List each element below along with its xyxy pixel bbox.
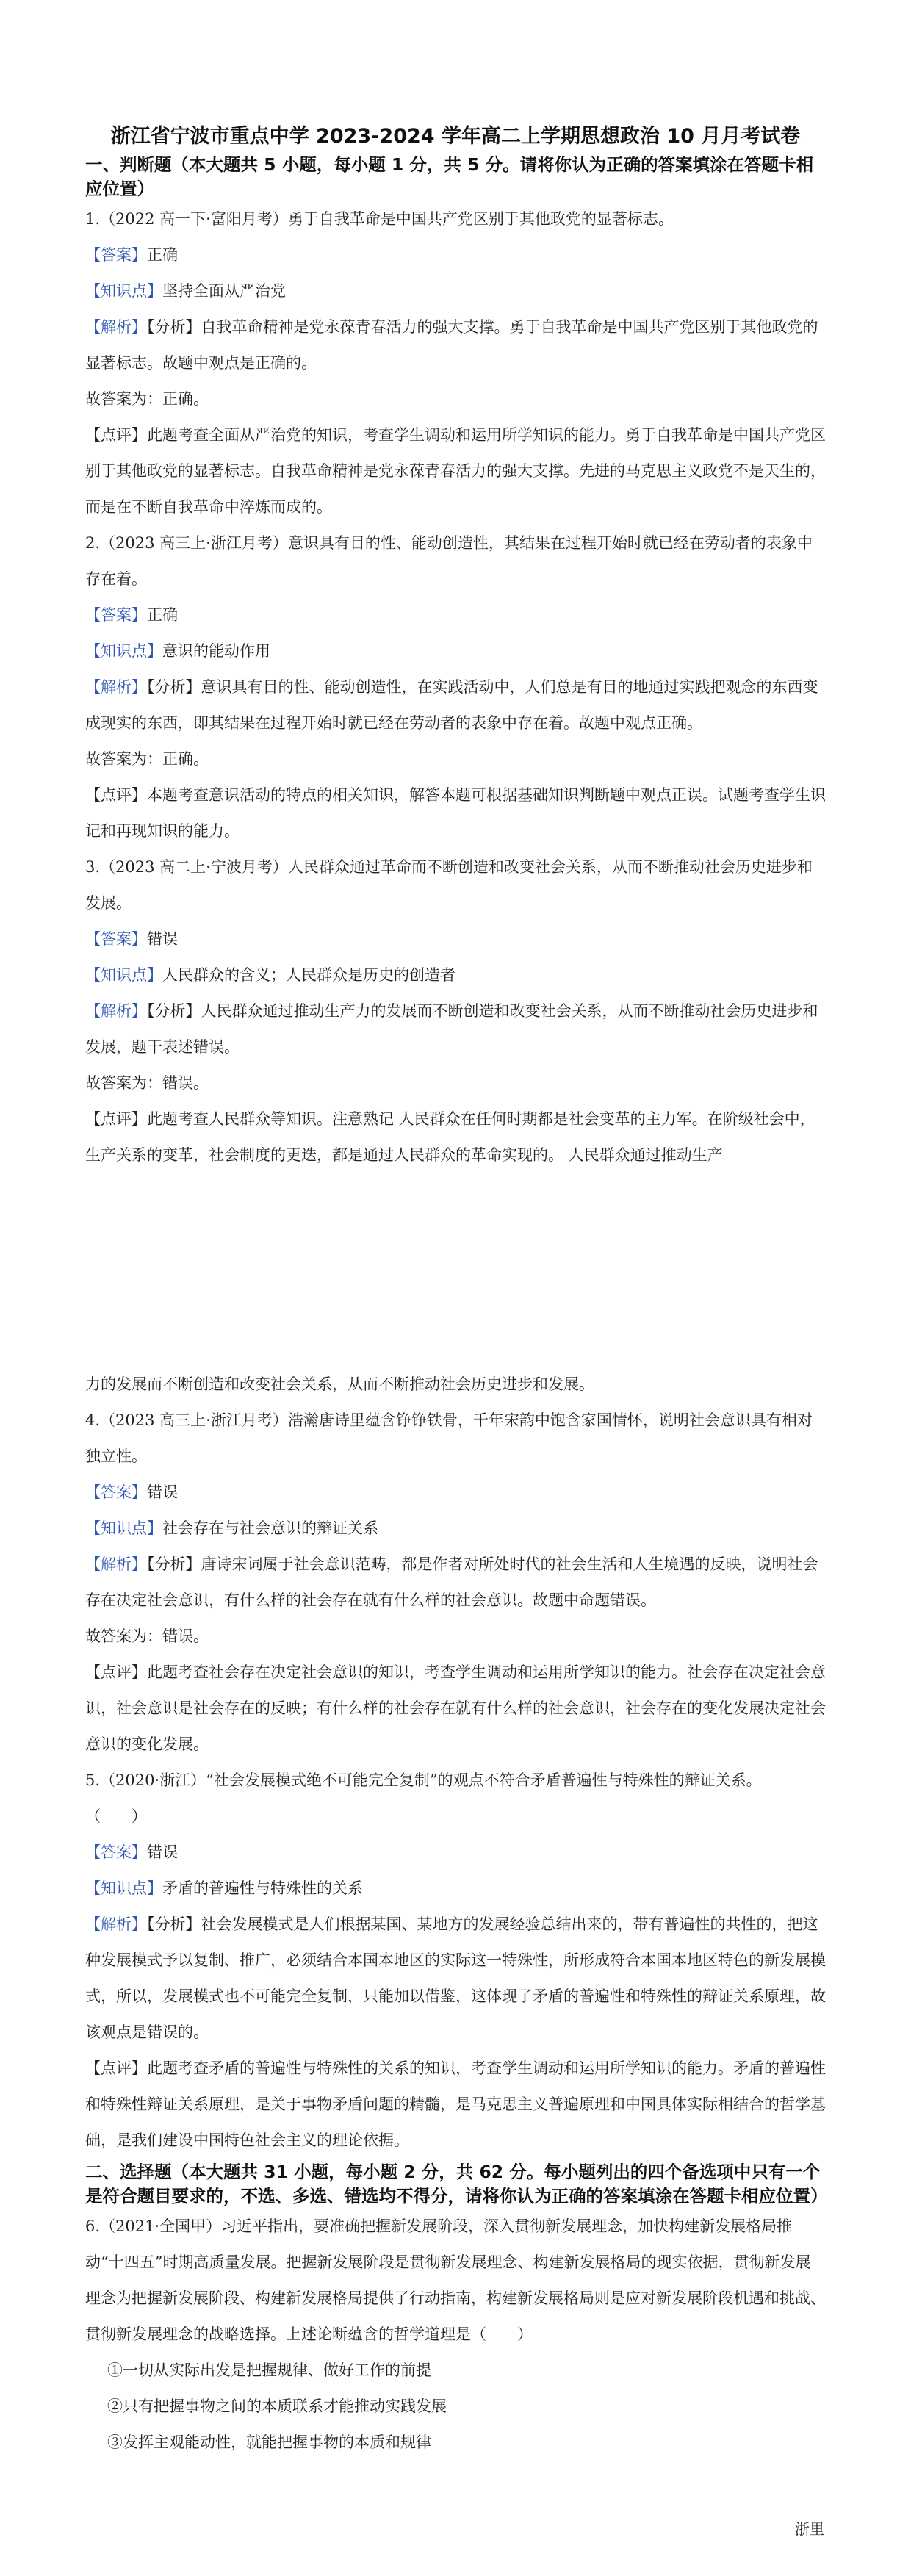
answer-tag: 【答案】 xyxy=(85,246,147,264)
fenxi-tag: 【分析】 xyxy=(147,678,201,696)
q5-blank: （ ） xyxy=(85,1807,147,1825)
page-title: 浙江省宁波市重点中学 2023-2024 学年高二上学期思想政治 10 月月考试卷 xyxy=(110,125,801,148)
fenxi-tag: 【分析】 xyxy=(147,318,201,336)
answer-tag: 【答案】 xyxy=(85,1843,147,1861)
q3-knowledge-value: 人民群众的含义；人民群众是历史的创造者 xyxy=(162,966,455,984)
q1-answer xyxy=(85,237,826,273)
q5-knowledge xyxy=(85,1871,826,1907)
q1-question: 1.（2022 高一下·富阳月考）勇于自我革命是中国共产党区别于其他政党的显著标志。 xyxy=(85,210,674,228)
comment-tag: 【点评】 xyxy=(85,1663,147,1681)
q5-comment-text: 此题考查矛盾的普遍性与特殊性的关系的知识，考查学生调动和运用所学知识的能力。矛盾的普遍性和特殊性辩证关系原理，是关于事物矛盾问题的精髓，是马克思主义普遍原理和中国具体实际相结合的哲学基础，是我们建设中国特色社会主义的理论依据。 xyxy=(85,2059,826,2149)
q4-question: 4.（2023 高三上·浙江月考）浩瀚唐诗里蕴含铮铮铁骨，千年宋韵中饱含家国情怀，说明社会意识具有相对独立性。 xyxy=(85,1411,813,1465)
q1-analysis xyxy=(85,309,826,381)
answer-tag: 【答案】 xyxy=(85,930,147,948)
q1-knowledge-value: 坚持全面从严治党 xyxy=(162,282,286,300)
q3-analysis-text: 人民群众通过推动生产力的发展而不断创造和改变社会关系，从而不断推动社会历史进步和发展，题干表述错误。 xyxy=(85,1002,818,1056)
q5-answer xyxy=(85,1835,826,1871)
q5-question: 5.（2020·浙江）“社会发展模式绝不可能完全复制”的观点不符合矛盾普遍性与特殊性的辩证关系。 xyxy=(85,1771,762,1789)
q4-conclusion: 故答案为：错误。 xyxy=(85,1627,209,1645)
q3-comment-text-a: 此题考查人民群众等知识。注意熟记 人民群众在任何时期都是社会变革的主力军。在阶级社会中，生产关系的变革，社会制度的更迭，都是通过人民群众的革命实现的。 人民群众通过推动生产 xyxy=(85,1110,815,1164)
analysis-tag: 【解析】 xyxy=(85,1002,147,1020)
q2-analysis-text: 意识具有目的性、能动创造性，在实践活动中，人们总是有目的地通过实践把观念的东西变成现实的东西，即其结果在过程开始时就已经在劳动者的表象中存在着。故题中观点正确。 xyxy=(85,678,818,732)
q3-conclusion: 故答案为：错误。 xyxy=(85,1074,209,1092)
q1-analysis-text: 自我革命精神是党永葆青春活力的强大支撑。勇于自我革命是中国共产党区别于其他政党的显著标志。故题中观点是正确的。 xyxy=(85,318,818,372)
q4-comment xyxy=(85,1655,826,1763)
q5-analysis-text: 社会发展模式是人们根据某国、某地方的发展经验总结出来的，带有普遍性的共性的，把这种发展模式予以复制、推广，必须结合本国本地区的实际这一特殊性，所形成符合本国本地区特色的新发展模式，所以，发展模式也不可能完全复制，只能加以借鉴，这体现了矛盾的普遍性和特殊性的辩证关系原理，故该观点是错误的。 xyxy=(85,1915,826,2041)
comment-tag: 【点评】 xyxy=(85,2059,147,2077)
analysis-tag: 【解析】 xyxy=(85,678,147,696)
q5-comment xyxy=(85,2051,826,2159)
knowledge-tag: 【知识点】 xyxy=(85,282,162,300)
knowledge-tag: 【知识点】 xyxy=(85,1519,162,1537)
q6-question: 6.（2021·全国甲）习近平指出，要准确把握新发展阶段，深入贯彻新发展理念，加快构建新发展格局推动“十四五”时期高质量发展。把握新发展阶段是贯彻新发展理念、构建新发展格局的现实依据，贯彻新发展理念为把握新发展阶段、构建新发展格局提供了行动指南，构建新发展格局则是应对新发展阶段机遇和挑战、贯彻新发展理念的战略选择。上述论断蕴含的哲学道理是（ ） xyxy=(85,2217,826,2343)
q4-knowledge xyxy=(85,1511,826,1547)
analysis-tag: 【解析】 xyxy=(85,318,147,336)
analysis-tag: 【解析】 xyxy=(85,1915,147,1933)
fenxi-tag: 【分析】 xyxy=(147,1915,201,1933)
comment-tag: 【点评】 xyxy=(85,786,147,804)
q3-knowledge xyxy=(85,957,826,993)
q2-knowledge-value: 意识的能动作用 xyxy=(162,642,270,660)
content-block-1 xyxy=(85,122,826,1173)
q1-comment xyxy=(85,417,826,525)
q2-conclusion: 故答案为：正确。 xyxy=(85,750,209,768)
q5-answer-value: 错误 xyxy=(147,1843,178,1861)
q4-answer-value: 错误 xyxy=(147,1483,178,1501)
q4-analysis xyxy=(85,1547,826,1619)
comment-tag: 【点评】 xyxy=(85,426,147,444)
q3-analysis xyxy=(85,993,826,1065)
q1-answer-value: 正确 xyxy=(147,246,178,264)
section-2-heading: 二、选择题（本大题共 31 小题，每小题 2 分，共 62 分。每小题列出的四个备选项中只有一个是符合题目要求的，不选、多选、错选均不得分，请将你认为正确的答案填涂在答题卡相应位置） xyxy=(85,2162,828,2206)
comment-tag: 【点评】 xyxy=(85,1110,147,1128)
q4-comment-text: 此题考查社会存在决定社会意识的知识，考查学生调动和运用所学知识的能力。社会存在决定社会意识，社会意识是社会存在的反映；有什么样的社会存在就有什么样的社会意识，社会存在的变化发展决定社会意识的变化发展。 xyxy=(85,1663,826,1753)
q2-analysis xyxy=(85,669,826,741)
q1-conclusion: 故答案为：正确。 xyxy=(85,390,209,408)
knowledge-tag: 【知识点】 xyxy=(85,1879,162,1897)
q2-knowledge xyxy=(85,633,826,669)
fenxi-tag: 【分析】 xyxy=(147,1555,201,1573)
q3-question: 3.（2023 高二上·宁波月考）人民群众通过革命而不断创造和改变社会关系，从而不断推动社会历史进步和发展。 xyxy=(85,858,813,912)
answer-tag: 【答案】 xyxy=(85,606,147,624)
q2-answer-value: 正确 xyxy=(147,606,178,624)
q6-option-1: ①一切从实际出发是把握规律、做好工作的前提 xyxy=(107,2361,431,2379)
knowledge-tag: 【知识点】 xyxy=(85,966,162,984)
knowledge-tag: 【知识点】 xyxy=(85,642,162,660)
content-block-2 xyxy=(85,1367,826,2461)
q2-answer xyxy=(85,597,826,633)
section-1-heading: 一、判断题（本大题共 5 小题，每小题 1 分，共 5 分。请将你认为正确的答案填涂在答题卡相应位置） xyxy=(85,154,814,199)
fenxi-tag: 【分析】 xyxy=(147,1002,201,1020)
answer-tag: 【答案】 xyxy=(85,1483,147,1501)
q3-comment xyxy=(85,1101,826,1173)
q4-analysis-text: 唐诗宋词属于社会意识范畴，都是作者对所处时代的社会生活和人生境遇的反映，说明社会存在决定社会意识，有什么样的社会存在就有什么样的社会意识。故题中命题错误。 xyxy=(85,1555,818,1609)
q3-answer xyxy=(85,921,826,957)
analysis-tag: 【解析】 xyxy=(85,1555,147,1573)
q3-answer-value: 错误 xyxy=(147,930,178,948)
q2-comment-text: 本题考查意识活动的特点的相关知识，解答本题可根据基础知识判断题中观点正误。试题考查学生识记和再现知识的能力。 xyxy=(85,786,826,840)
q1-comment-text: 此题考查全面从严治党的知识，考查学生调动和运用所学知识的能力。勇于自我革命是中国共产党区别于其他政党的显著标志。自我革命精神是党永葆青春活力的强大支撑。先进的马克思主义政党不是天生的，而是在不断自我革命中淬炼而成的。 xyxy=(85,426,826,516)
q2-comment xyxy=(85,777,826,849)
q5-knowledge-value: 矛盾的普遍性与特殊性的关系 xyxy=(162,1879,363,1897)
q4-knowledge-value: 社会存在与社会意识的辩证关系 xyxy=(162,1519,378,1537)
q4-answer xyxy=(85,1475,826,1511)
q5-analysis xyxy=(85,1907,826,2051)
footer-mark: 浙里 xyxy=(795,2520,824,2538)
q6-option-3: ③发挥主观能动性，就能把握事物的本质和规律 xyxy=(107,2433,431,2451)
q6-option-2: ②只有把握事物之间的本质联系才能推动实践发展 xyxy=(107,2397,447,2415)
q2-question: 2.（2023 高三上·浙江月考）意识具有目的性、能动创造性，其结果在过程开始时就已经在劳动者的表象中存在着。 xyxy=(85,534,813,588)
q1-knowledge xyxy=(85,273,826,309)
q3-comment-continued: 力的发展而不断创造和改变社会关系，从而不断推动社会历史进步和发展。 xyxy=(85,1375,594,1393)
